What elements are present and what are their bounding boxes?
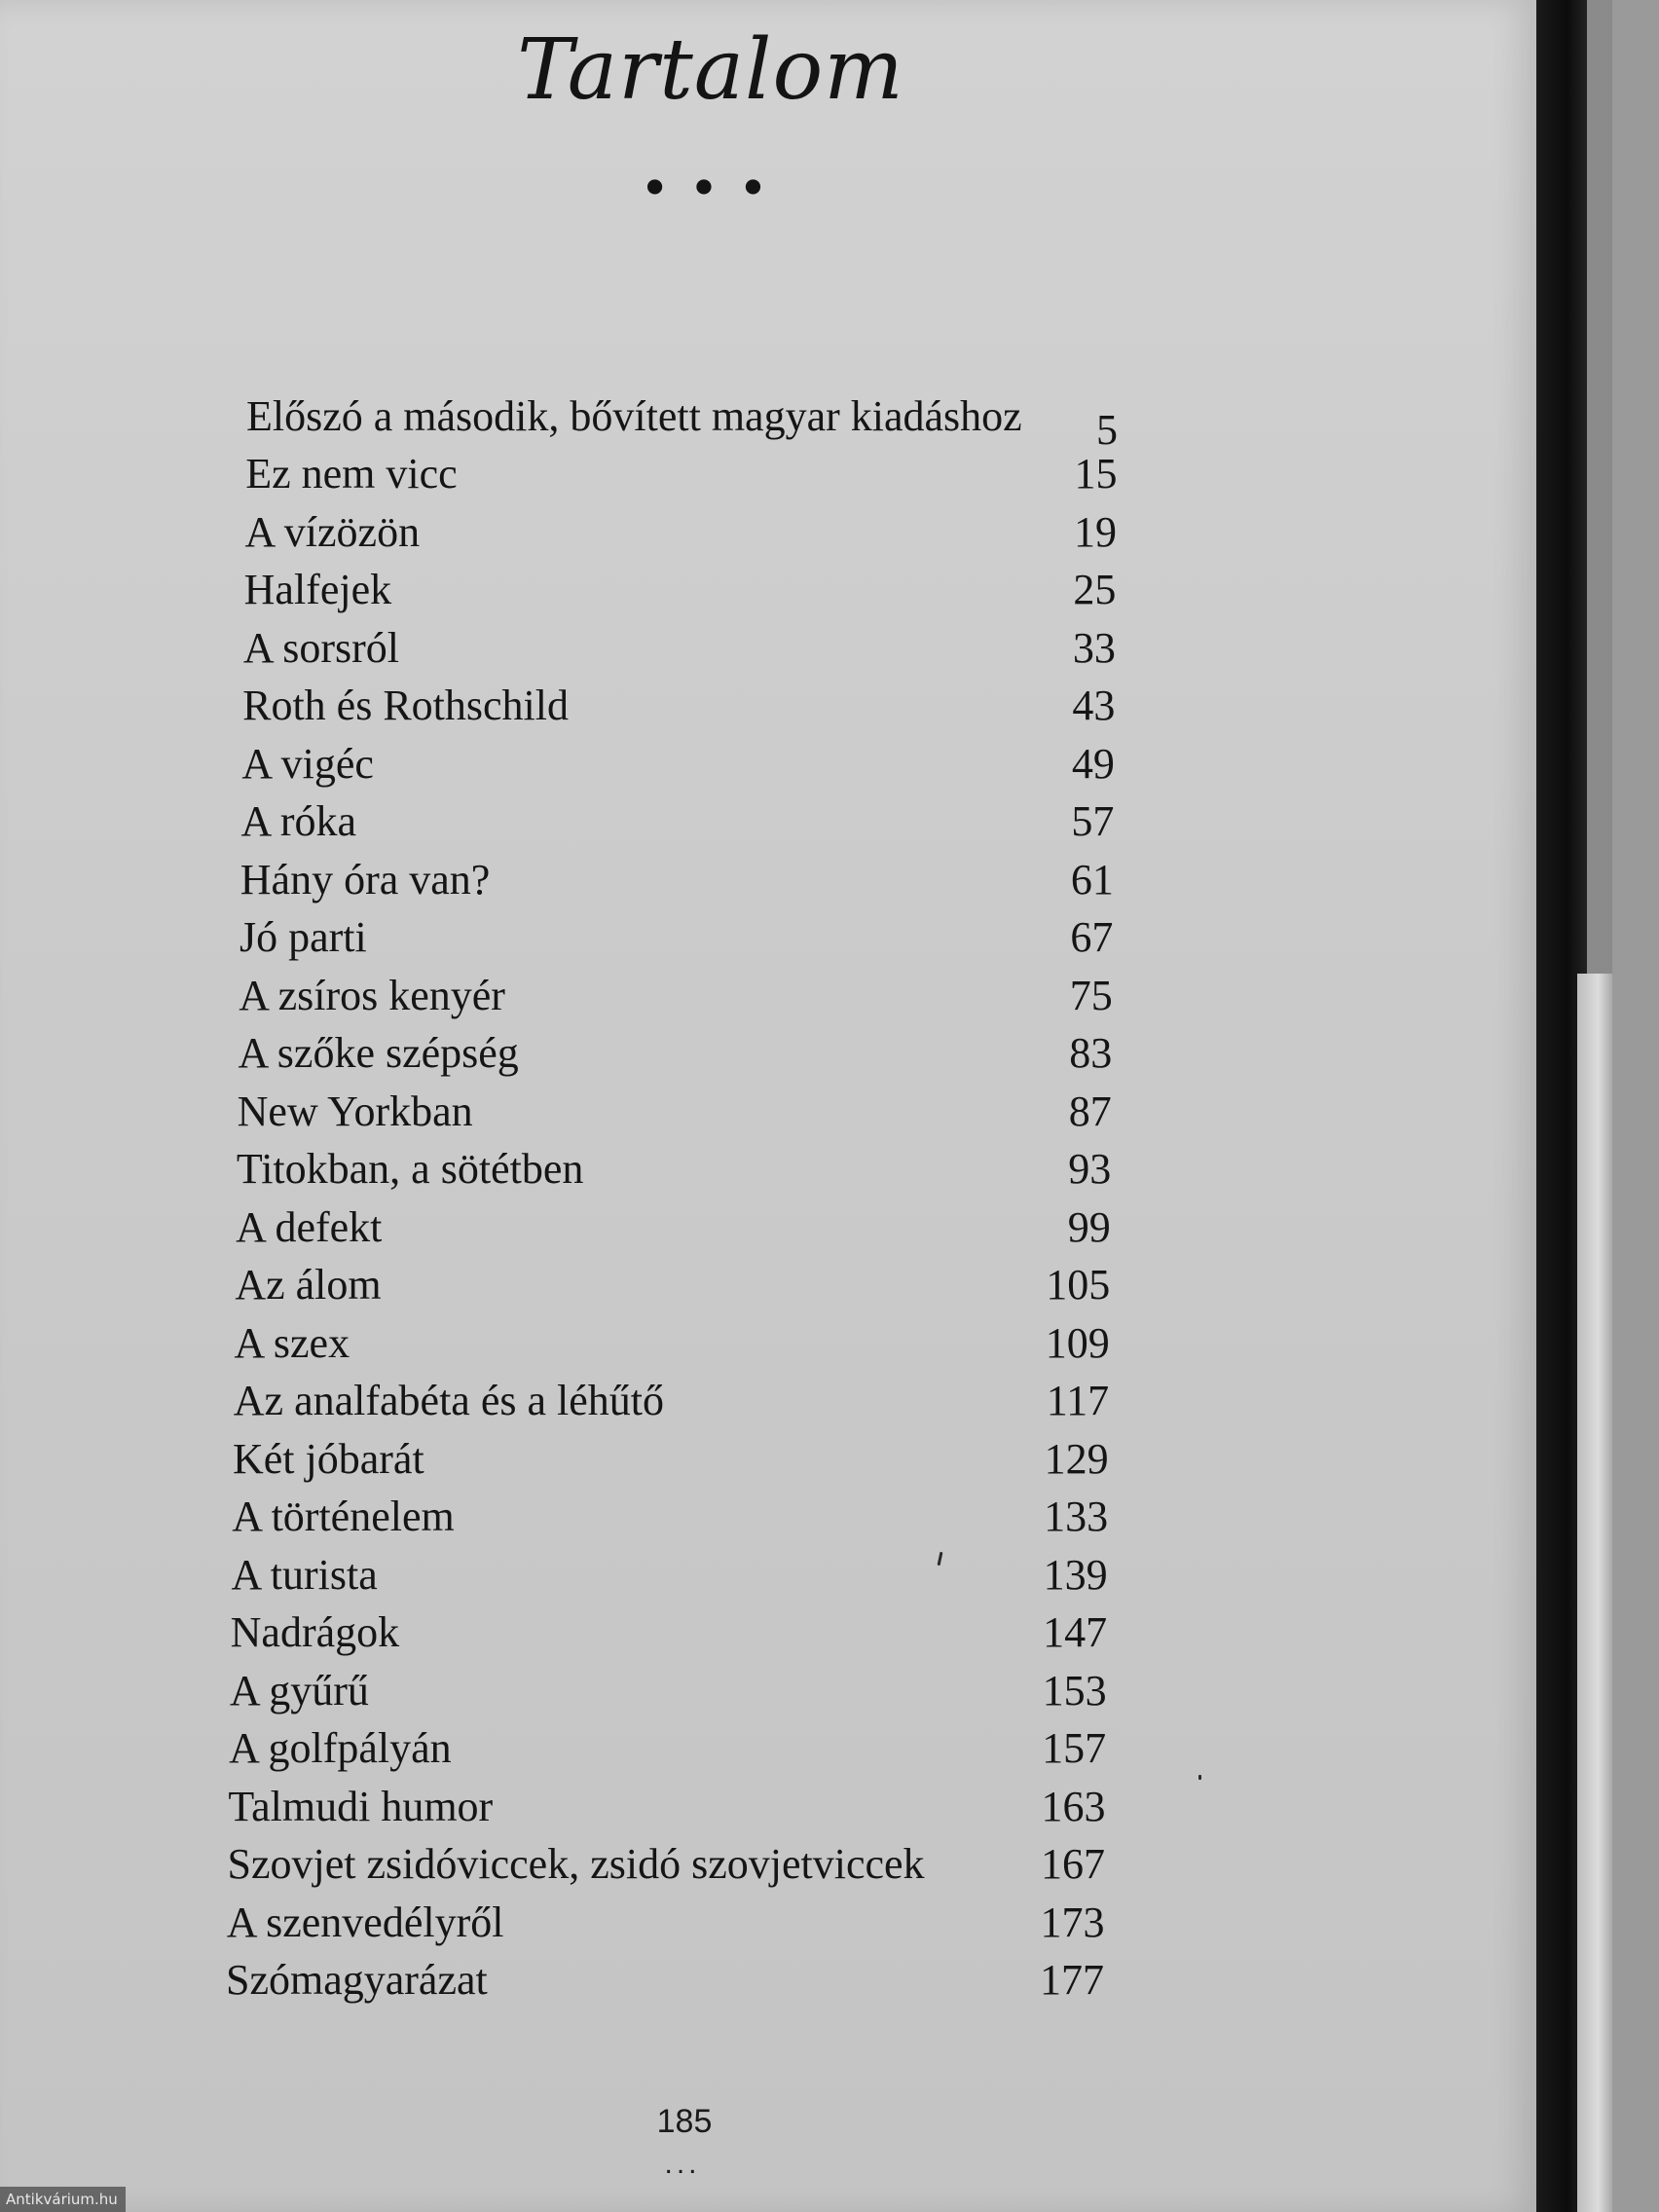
toc-entry-title: Nadrágok [230, 1608, 400, 1657]
toc-entry-page: 157 [1042, 1724, 1107, 1773]
toc-entry-title: A szex [234, 1318, 350, 1367]
toc-entry-page: 5 [1096, 406, 1118, 454]
page-number: 185 [656, 2103, 713, 2140]
toc-entry [244, 507, 1117, 558]
toc-entry-page: 83 [1069, 1029, 1113, 1078]
toc-entry-page: 139 [1043, 1550, 1108, 1599]
toc-entry-title: Ez nem vicc [245, 450, 458, 498]
toc-entry-page: 153 [1042, 1666, 1107, 1714]
toc-entry [245, 449, 1117, 499]
toc-entry [233, 1434, 1109, 1485]
title-ornament: • • • [644, 152, 770, 221]
backdrop [1612, 0, 1659, 2212]
toc-entry-page: 117 [1046, 1377, 1110, 1425]
toc-entry-title: A sorsról [242, 623, 399, 672]
toc-entry-page: 87 [1068, 1087, 1112, 1135]
toc-entry [228, 1782, 1105, 1832]
toc-entry-title: Előszó a második, bővített magyar kiadáshoz [246, 392, 1022, 440]
toc-entry-page: 19 [1073, 507, 1117, 556]
toc-entry-title: A szenvedélyről [226, 1898, 504, 1946]
toc-entry-title: A turista [231, 1550, 378, 1599]
toc-entry-page: 109 [1045, 1318, 1110, 1367]
toc-entry-page: 177 [1040, 1956, 1104, 2004]
toc-entry [226, 1955, 1104, 2006]
toc-entry [235, 1260, 1110, 1310]
toc-entry [240, 912, 1113, 963]
toc-entry-title: Két jóbarát [233, 1434, 424, 1483]
toc-entry [227, 1898, 1105, 1948]
toc-entry-page: 133 [1044, 1493, 1109, 1541]
toc-entry-page: 99 [1067, 1202, 1111, 1251]
toc-entry-title: Titokban, a sötétben [236, 1145, 584, 1194]
folio-ornament: ... [664, 2148, 701, 2180]
toc-entry-page: 15 [1074, 450, 1118, 498]
paper-speck [1198, 1775, 1201, 1780]
toc-entry [231, 1550, 1107, 1601]
toc-entry [234, 1376, 1109, 1426]
toc-entry-title: Roth és Rothschild [242, 682, 570, 730]
toc-entry-page: 61 [1070, 855, 1114, 903]
toc-entry-page: 57 [1071, 797, 1115, 846]
toc-entry [231, 1607, 1107, 1658]
toc-entry-title: A zsíros kenyér [239, 971, 505, 1019]
toc-entry-title: A történelem [232, 1493, 455, 1541]
toc-entry [235, 1318, 1110, 1369]
toc-entry [230, 1666, 1107, 1716]
toc-entry [241, 796, 1115, 847]
toc-entry [238, 1028, 1112, 1079]
toc-entry [239, 971, 1113, 1021]
toc-entry-page: 43 [1072, 682, 1116, 730]
toc-entry-page: 173 [1040, 1898, 1105, 1946]
toc-entry [242, 681, 1115, 731]
toc-entry-title: A gyűrű [229, 1666, 369, 1714]
toc-entry [246, 391, 1118, 454]
toc-entry [238, 1087, 1112, 1137]
toc-entry-page: 33 [1072, 623, 1116, 672]
toc-entry-page: 129 [1044, 1434, 1109, 1483]
toc-entry-page: 147 [1043, 1608, 1108, 1657]
page-title: Tartalom [517, 21, 904, 119]
toc-entry [228, 1839, 1105, 1890]
toc-entry-title: A defekt [236, 1202, 383, 1251]
toc-entry-page: 25 [1073, 566, 1117, 614]
toc-entry-title: Hány óra van? [240, 855, 491, 903]
toc-entry-title: Az álom [235, 1261, 382, 1309]
toc-entry-title: A golfpályán [229, 1724, 452, 1773]
toc-entry [240, 855, 1114, 905]
toc-entry-page: 49 [1071, 739, 1115, 788]
book-page-edge [1577, 974, 1612, 2212]
toc-entry-page: 163 [1041, 1782, 1106, 1830]
toc-entry-title: Az analfabéta és a léhűtő [233, 1377, 664, 1425]
toc-entry [244, 565, 1117, 615]
toc-entry [241, 739, 1115, 790]
toc-entry-title: A róka [240, 797, 357, 846]
toc-entry [243, 623, 1116, 674]
toc-entry [232, 1492, 1108, 1542]
toc-entry [236, 1202, 1111, 1253]
toc-entry-title: Jó parti [240, 913, 367, 962]
watermark: Antikvárium.hu [0, 2187, 126, 2212]
toc-entry-page: 105 [1046, 1261, 1111, 1309]
toc-entry-page: 67 [1070, 913, 1114, 962]
toc-entry-title: Szovjet zsidóviccek, zsidó szovjetviccek [227, 1840, 925, 1889]
toc-entry [237, 1144, 1111, 1195]
toc-entry-page: 75 [1069, 971, 1113, 1019]
toc-entry-title: Szómagyarázat [226, 1956, 488, 2004]
toc-entry-page: 93 [1068, 1145, 1112, 1194]
toc-entry-title: A szőke szépség [238, 1029, 519, 1078]
toc-entry-title: A vigéc [241, 739, 374, 788]
toc-entry-title: Talmudi humor [228, 1782, 494, 1830]
toc-entry-title: New Yorkban [237, 1087, 473, 1135]
toc-entry-title: A vízözön [244, 507, 421, 556]
toc-entry-page: 167 [1041, 1840, 1106, 1889]
toc-entry-title: Halfejek [243, 566, 392, 614]
toc-entry [229, 1723, 1106, 1774]
